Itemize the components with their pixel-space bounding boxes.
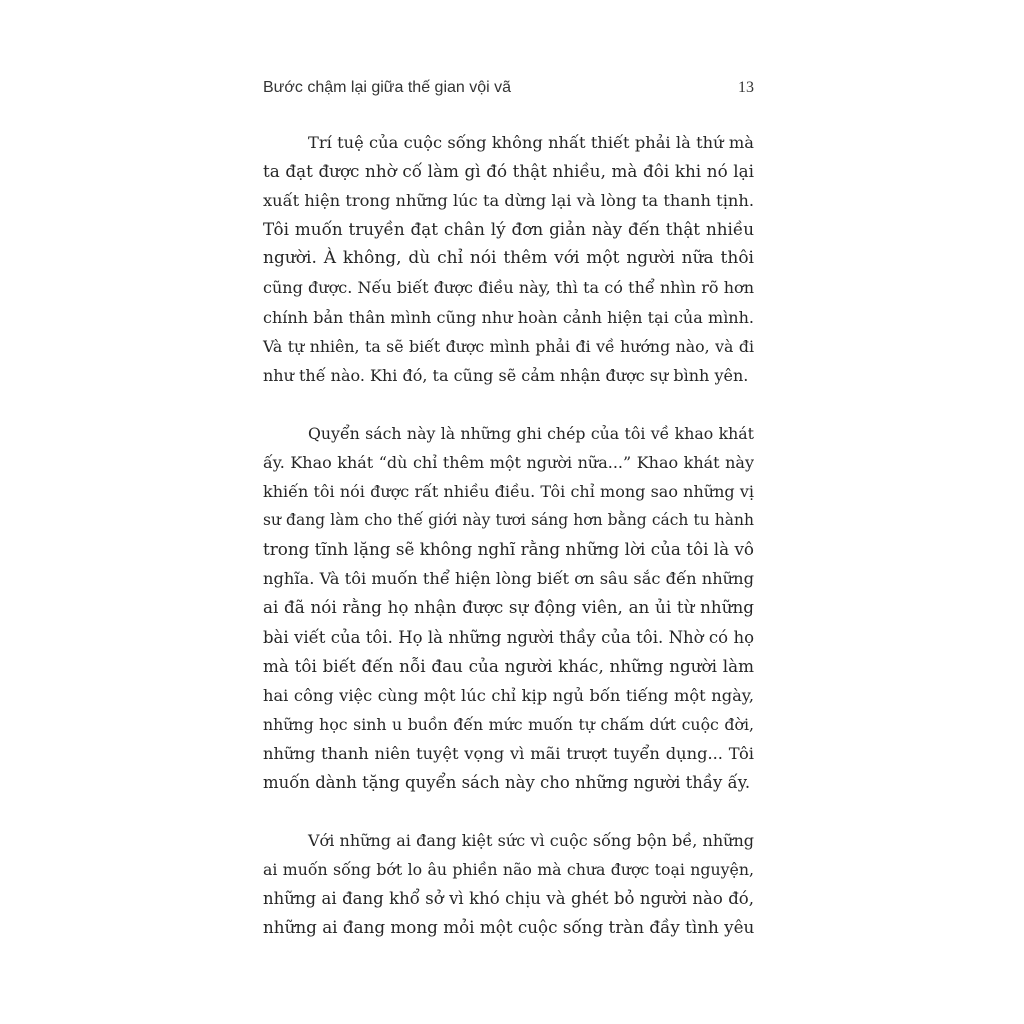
text-line: ta đạt được nhờ cố làm gì đó thật nhiều, mà đôi khi nó lại [263, 161, 754, 182]
body-text [263, 128, 754, 942]
text-line: xuất hiện trong những lúc ta dừng lại và lòng ta thanh tịnh. [263, 191, 754, 211]
text-line: khiến tôi nói được rất nhiều điều. Tôi chỉ mong sao những vị [263, 482, 754, 502]
text-line: chính bản thân mình cũng như hoàn cảnh hiện tại của mình. [263, 307, 754, 327]
text-line: ấy. Khao khát “dù chỉ thêm một người nữa...” Khao khát này [263, 452, 754, 472]
running-header [263, 79, 754, 103]
running-title: Bước chậm lại giữa thế gian vội vã [263, 79, 512, 96]
text-line: những ai đang mong mỏi một cuộc sống tràn đầy tình yêu [263, 917, 755, 938]
paragraph-2 [263, 419, 754, 797]
paragraph-3 [263, 826, 754, 942]
text-line: Trí tuệ của cuộc sống không nhất thiết phải là thứ mà [308, 133, 754, 152]
text-line: mà tôi biết đến nỗi đau của người khác, những người làm [263, 655, 754, 676]
text-line: trong tĩnh lặng sẽ không nghĩ rằng những lời của tôi là vô [263, 539, 754, 560]
text-line: nghĩa. Và tôi muốn thể hiện lòng biết ơn sâu sắc đến những [263, 569, 754, 589]
text-line: Tôi muốn truyền đạt chân lý đơn giản này đến thật nhiều [263, 219, 754, 240]
page-number: 13 [738, 79, 754, 96]
text-line: sư đang làm cho thế giới này tươi sáng hơn bằng cách tu hành [263, 511, 754, 530]
paragraph-1 [263, 128, 754, 390]
text-line: cũng được. Nếu biết được điều này, thì ta có thể nhìn rõ hơn [263, 278, 754, 298]
text-line: những thanh niên tuyệt vọng vì mãi trượt tuyển dụng... Tôi [263, 743, 754, 763]
text-line: người. À không, dù chỉ nói thêm với một người nữa thôi [263, 248, 754, 269]
text-line: ai muốn sống bớt lo âu phiền não mà chưa được toại nguyện, [263, 860, 754, 880]
text-line: ai đã nói rằng họ nhận được sự động viên, an ủi từ những [263, 597, 754, 618]
text-line: hai công việc cùng một lúc chỉ kịp ngủ bốn tiếng một ngày, [263, 685, 754, 705]
text-line: Với những ai đang kiệt sức vì cuộc sống bộn bề, những [308, 831, 754, 851]
text-line: những ai đang khổ sở vì khó chịu và ghét bỏ người nào đó, [263, 889, 754, 909]
text-line: như thế nào. Khi đó, ta cũng sẽ cảm nhận được sự bình yên. [263, 365, 749, 385]
text-line: bài viết của tôi. Họ là những người thầy của tôi. Nhờ có họ [263, 627, 754, 647]
text-line: Và tự nhiên, ta sẽ biết được mình phải đi về hướng nào, và đi [263, 336, 754, 356]
text-line: Quyển sách này là những ghi chép của tôi về khao khát [308, 423, 754, 443]
text-line: muốn dành tặng quyển sách này cho những người thầy ấy. [263, 772, 751, 792]
text-line: những học sinh u buồn đến mức muốn tự chấm dứt cuộc đời, [263, 714, 754, 734]
